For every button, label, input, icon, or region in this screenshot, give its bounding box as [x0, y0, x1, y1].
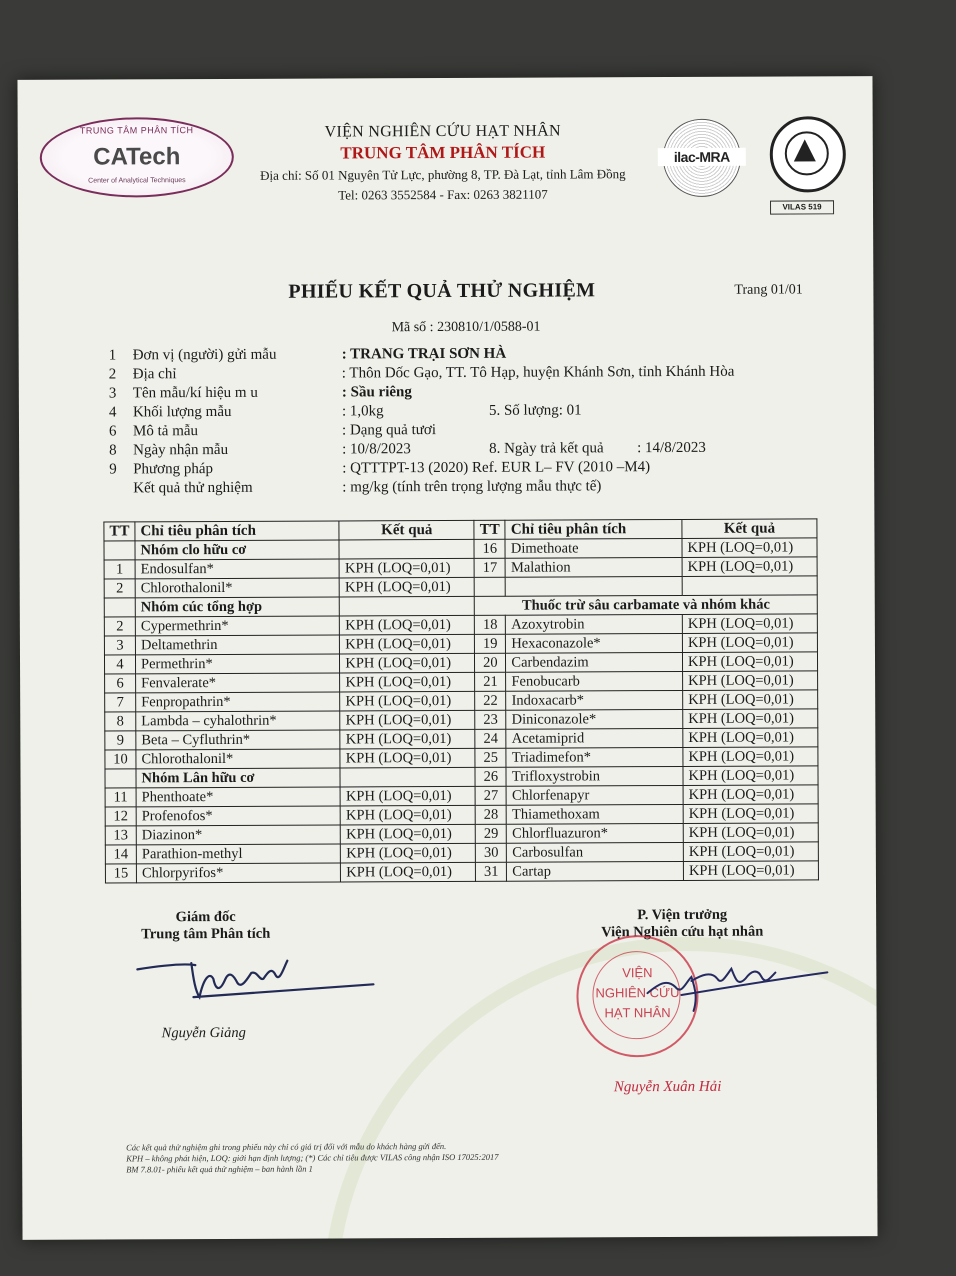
cell-analyte: Chlorfenapyr [506, 785, 683, 805]
cell-result: KPH (LOQ=0,01) [683, 728, 818, 748]
cell-analyte: Profenofos* [136, 806, 340, 826]
sample-info [109, 344, 830, 499]
catech-logo [40, 117, 234, 198]
logo-ring-top-text: TRUNG TÂM PHÂN TÍCH [79, 125, 194, 136]
cell-analyte: Azoxytrobin [506, 614, 683, 634]
table-row [105, 671, 818, 693]
table-row [104, 633, 817, 655]
cell-analyte: Fenpropathrin* [136, 692, 340, 712]
cell-result: KPH (LOQ=0,01) [682, 538, 817, 558]
left-signer-name: Nguyễn Giảng [161, 1024, 246, 1042]
cell-result: KPH (LOQ=0,01) [340, 786, 475, 806]
cell-tt: 10 [105, 750, 136, 769]
cell-tt: 2 [104, 579, 135, 598]
left-signer-unit: Trung tâm Phân tích [141, 925, 271, 943]
cell-analyte: Lambda – cyhalothrin* [136, 711, 340, 731]
cell-result: KPH (LOQ=0,01) [683, 766, 818, 786]
cell-analyte: Diniconazole* [506, 709, 683, 729]
info-row-address: 2 Địa chỉ : Thôn Dốc Gạo, TT. Tô Hạp, huyện Khánh Sơn, tỉnh Khánh Hòa [108, 363, 735, 383]
cell-tt: 30 [476, 843, 507, 862]
stamp-line-1: VIỆN [622, 965, 653, 981]
table-row [105, 766, 818, 788]
col-ket-qua2: Kết quả [682, 519, 817, 539]
table-row [105, 785, 818, 807]
cell-analyte: Carbendazim [506, 652, 683, 672]
cell-result: KPH (LOQ=0,01) [341, 824, 476, 844]
cell-analyte: Beta – Cyfluthrin* [136, 730, 340, 750]
cell-tt: 25 [475, 748, 506, 767]
cell-analyte: Permethrin* [135, 654, 339, 674]
info-row-sender: 1 Đơn vị (người) gửi mẫu : TRANG TRẠI SƠN HÀ [108, 345, 507, 364]
results-table [103, 518, 819, 883]
table-row [104, 614, 817, 636]
cell-tt [104, 598, 135, 617]
ilac-mra-text: ilac-MRA [658, 148, 746, 166]
report-code: Mã số : 230810/1/0588-01 [391, 319, 541, 336]
cell-result: KPH (LOQ=0,01) [340, 710, 475, 730]
cell-tt [105, 769, 136, 788]
table-row [104, 595, 817, 617]
cell-tt: 4 [104, 655, 135, 674]
cell-result: KPH (LOQ=0,01) [340, 729, 475, 749]
right-signer-unit: Viện Nghiên cứu hạt nhân [601, 923, 764, 941]
cell-tt: 3 [104, 636, 135, 655]
col-chi-tieu2: Chỉ tiêu phân tích [505, 519, 682, 539]
cell-analyte: Chlorothalonil* [136, 749, 340, 769]
vilas-badge: VILAS 519 [770, 200, 834, 214]
cell-tt: 2 [104, 617, 135, 636]
cell-tt [474, 577, 505, 596]
cell-result: KPH (LOQ=0,01) [682, 633, 817, 653]
page-number: Trang 01/01 [734, 282, 803, 298]
cell-analyte: Thiamethoxam [507, 804, 684, 824]
table-row [104, 652, 817, 674]
info-row-result-unit: Kết quả thử nghiệm : mg/kg (tính trên trọng lượng mẫu thực tế) [133, 478, 602, 497]
info-row-sample-name: 3 Tên mẫu/kí hiệu m u : Sầu riêng [108, 384, 412, 402]
cell-analyte: Chlorfluazuron* [507, 823, 684, 843]
cell-analyte: Carbosulfan [507, 842, 684, 862]
results-table-body [104, 538, 818, 883]
stamp-line-2: NGHIÊN CỨU [595, 984, 680, 1001]
cell-analyte: Fenvalerate* [136, 673, 340, 693]
cell-analyte: Chlorpyrifos* [136, 863, 340, 883]
center-name: TRUNG TÂM PHÂN TÍCH [340, 142, 546, 163]
cell-result: KPH (LOQ=0,01) [341, 843, 476, 863]
footer-notes [126, 1141, 498, 1176]
cell-result: KPH (LOQ=0,01) [340, 672, 475, 692]
col-chi-tieu: Chỉ tiêu phân tích [135, 521, 339, 541]
cell-result: KPH (LOQ=0,01) [683, 785, 818, 805]
footer-note-2: KPH – không phát hiện, LOQ: giới hạn định lượng; (*) Các chỉ tiêu được VILAS công nhận ISO 17025:2017 [126, 1151, 499, 1164]
right-signer-name: Nguyễn Xuân Hải [613, 1078, 722, 1096]
center-address: Địa chỉ: Số 01 Nguyên Tử Lực, phường 8, TP. Đà Lạt, tỉnh Lâm Đồng [260, 166, 626, 183]
logo-brand-text: CATech [93, 143, 181, 171]
cell-tt: 17 [474, 558, 505, 577]
cell-tt: 19 [475, 634, 506, 653]
table-row [105, 861, 818, 883]
left-signature-scribble [133, 948, 383, 1009]
left-signer-title: Giám đốc [175, 908, 236, 926]
cell-result: KPH (LOQ=0,01) [340, 634, 475, 654]
cell-analyte [506, 576, 683, 596]
cell-analyte: Deltamethrin [135, 635, 339, 655]
cell-tt: 8 [105, 712, 136, 731]
cell-result: KPH (LOQ=0,01) [340, 691, 475, 711]
cell-tt: 24 [475, 729, 506, 748]
table-row [105, 690, 818, 712]
cell-analyte: Indoxacarb* [506, 690, 683, 710]
table-row [105, 804, 818, 826]
cell-analyte: Cypermethrin* [135, 616, 339, 636]
logo-ring-bottom-text: Center of Analytical Techniques [88, 177, 186, 185]
cell-tt: 26 [475, 767, 506, 786]
cell-tt: 12 [105, 807, 136, 826]
table-row [105, 747, 818, 769]
cell-result: KPH (LOQ=0,01) [683, 709, 818, 729]
cell-analyte: Dimethoate [505, 538, 682, 558]
table-row [105, 842, 818, 864]
col-ket-qua: Kết quả [339, 520, 474, 540]
cell-result: KPH (LOQ=0,01) [683, 823, 818, 843]
info-row-description: 6 Mô tả mẫu : Dạng quả tươi [108, 422, 437, 440]
cell-result: KPH (LOQ=0,01) [341, 862, 476, 882]
cell-result [340, 596, 475, 616]
cell-result: KPH (LOQ=0,01) [340, 748, 475, 768]
cell-result: KPH (LOQ=0,01) [683, 842, 818, 862]
cell-result: KPH (LOQ=0,01) [683, 861, 818, 881]
info-row-received-date: 8 Ngày nhận mẫu : 10/8/2023 8. Ngày trả kết quả : 14/8/2023 [109, 439, 706, 459]
cell-result: KPH (LOQ=0,01) [339, 577, 474, 597]
cell-analyte: Trifloxystrobin [506, 766, 683, 786]
cell-tt: 1 [104, 560, 135, 579]
cell-result: KPH (LOQ=0,01) [340, 805, 475, 825]
right-signer-title: P. Viện trưởng [637, 906, 728, 924]
cell-group-heading: Nhóm Lân hữu cơ [136, 768, 340, 788]
cell-tt: 27 [475, 786, 506, 805]
cell-tt: 29 [476, 824, 507, 843]
stamp-line-3: HẠT NHÂN [604, 1005, 671, 1021]
cell-analyte: Malathion [505, 557, 682, 577]
cell-result: KPH (LOQ=0,01) [683, 690, 818, 710]
table-row [105, 709, 818, 731]
cell-tt [104, 541, 135, 560]
cell-tt: 13 [105, 826, 136, 845]
cell-result: KPH (LOQ=0,01) [340, 615, 475, 635]
cell-tt: 6 [105, 674, 136, 693]
info-row-method: 9 Phương pháp : QTTTPT-13 (2020) Ref. EUR L– FV (2010 –M4) [109, 459, 651, 478]
cell-tt: 7 [105, 693, 136, 712]
ilac-mra-logo [663, 119, 741, 197]
cell-group-heading: Thuốc trừ sâu carbamate và nhóm khác [475, 595, 818, 615]
cell-analyte: Parathion-methyl [136, 844, 340, 864]
institute-name: VIỆN NGHIÊN CỨU HẠT NHÂN [324, 122, 561, 141]
col-tt: TT [104, 522, 135, 541]
test-report-page [17, 76, 877, 1240]
cell-tt: 15 [105, 864, 136, 883]
cell-result: KPH (LOQ=0,01) [683, 671, 818, 691]
cell-analyte: Fenobucarb [506, 671, 683, 691]
table-row [104, 557, 817, 579]
info-row-weight: 4 Khối lượng mẫu : 1,0kg 5. Số lượng: 01 [108, 402, 582, 421]
cell-analyte: Hexaconazole* [506, 633, 683, 653]
footer-note-1: Các kết quả thử nghiệm ghi trong phiếu này chỉ có giá trị đối với mẫu do khách hàng gửi đến. [126, 1141, 447, 1153]
cell-analyte: Acetamiprid [506, 728, 683, 748]
cell-tt: 31 [476, 862, 507, 881]
cell-result: KPH (LOQ=0,01) [682, 614, 817, 634]
cell-analyte: Diazinon* [136, 825, 340, 845]
right-signature-scribble [641, 948, 831, 1019]
cell-tt: 20 [475, 653, 506, 672]
cell-group-heading: Nhóm cúc tổng hợp [135, 597, 339, 617]
cell-tt: 21 [475, 672, 506, 691]
document-title: PHIẾU KẾT QUẢ THỬ NGHIỆM [288, 279, 596, 303]
cell-tt: 23 [475, 710, 506, 729]
cell-tt: 28 [475, 805, 506, 824]
cell-group-heading: Nhóm clo hữu cơ [135, 540, 339, 560]
cell-result [682, 576, 817, 596]
cell-tt: 22 [475, 691, 506, 710]
letterhead [233, 122, 653, 204]
cell-tt: 18 [475, 615, 506, 634]
table-row [105, 728, 818, 750]
table-row [104, 538, 817, 560]
cell-result: KPH (LOQ=0,01) [683, 747, 818, 767]
cell-tt: 11 [105, 788, 136, 807]
cell-tt: 16 [474, 539, 505, 558]
cell-result: KPH (LOQ=0,01) [683, 804, 818, 824]
center-phone: Tel: 0263 3552584 - Fax: 0263 3821107 [338, 186, 548, 203]
cell-tt: 14 [105, 845, 136, 864]
cell-analyte: Phenthoate* [136, 787, 340, 807]
cell-result: KPH (LOQ=0,01) [339, 558, 474, 578]
cell-result: KPH (LOQ=0,01) [682, 652, 817, 672]
cell-result [340, 767, 475, 787]
signature-block-left [141, 908, 271, 1042]
cell-result [339, 539, 474, 559]
accreditation-seal-icon [770, 116, 846, 192]
footer-note-3: BM 7.8.01- phiếu kết quả thử nghiệm – ban hành lần 1 [126, 1163, 313, 1175]
cell-tt: 9 [105, 731, 136, 750]
cell-analyte: Endosulfan* [135, 559, 339, 579]
col-tt2: TT [474, 520, 505, 539]
cell-analyte: Cartap [507, 861, 684, 881]
cell-result: KPH (LOQ=0,01) [682, 557, 817, 577]
cell-analyte: Triadimefon* [506, 747, 683, 767]
cell-analyte: Chlorothalonil* [135, 578, 339, 598]
table-row [105, 823, 818, 845]
cell-result: KPH (LOQ=0,01) [340, 653, 475, 673]
